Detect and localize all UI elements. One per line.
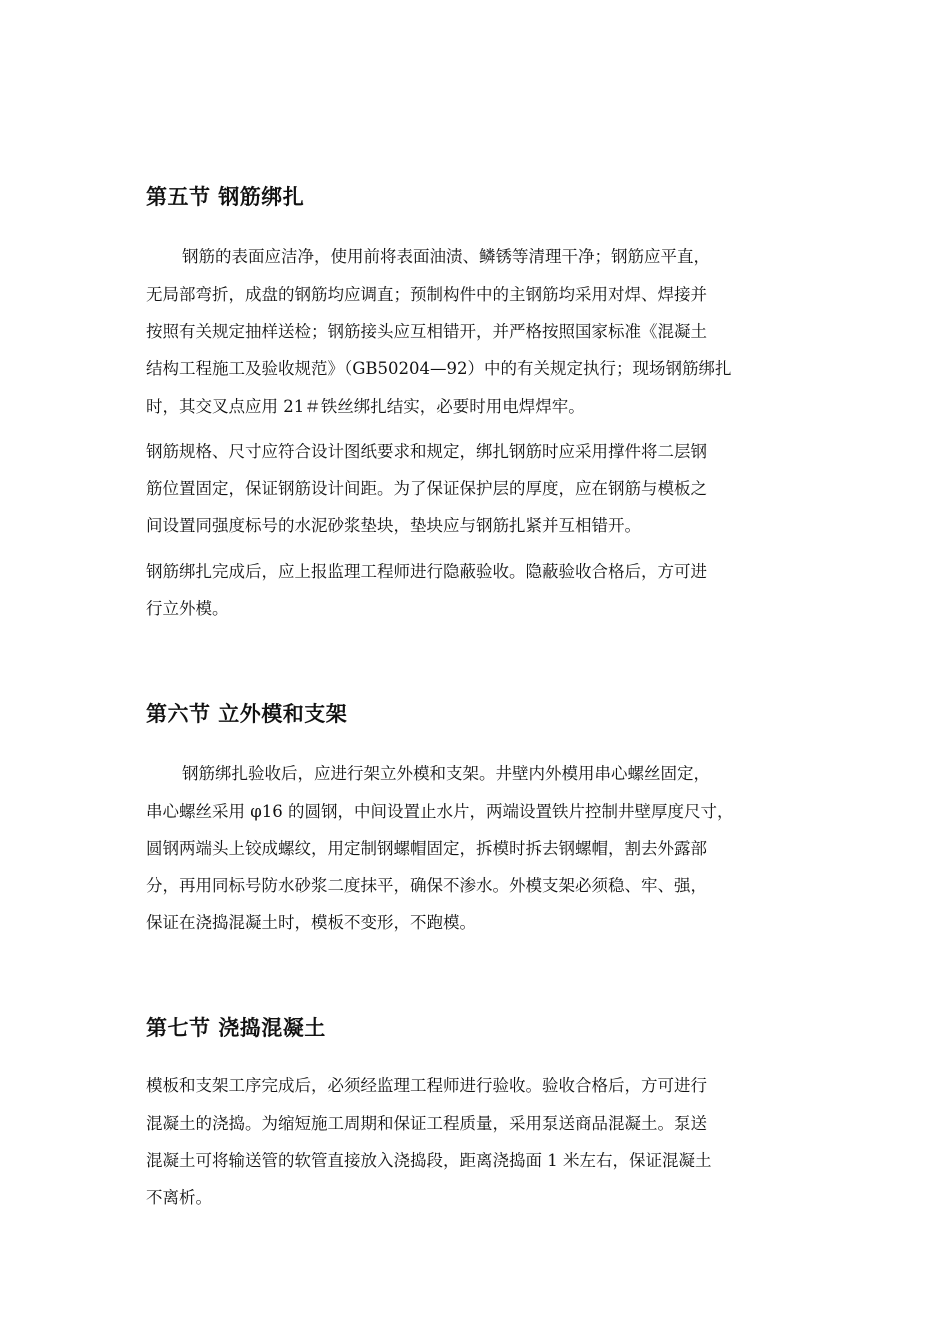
section-heading: 第六节 立外模和支架	[146, 702, 348, 726]
paragraph-line: 混凝土可将输送管的软管直接放入浇捣段，距离浇捣面 1 米左右，保证混凝土	[146, 1151, 712, 1170]
paragraph-line: 无局部弯折，成盘的钢筋均应调直；预制构件中的主钢筋均采用对焊、焊接并	[146, 285, 707, 304]
paragraph-line: 时，其交叉点应用 21＃铁丝绑扎结实，必要时用电焊焊牢。	[146, 397, 585, 416]
paragraph-line: 分，再用同标号防水砂浆二度抹平，确保不渗水。外模支架必须稳、牢、强，	[146, 876, 707, 895]
paragraph-line: 模板和支架工序完成后，必须经监理工程师进行验收。验收合格后，方可进行	[146, 1076, 707, 1095]
paragraph-line: 钢筋的表面应洁净，使用前将表面油渍、鳞锈等清理干净；钢筋应平直，	[182, 247, 710, 266]
paragraph-line: 串心螺丝采用 φ16 的圆钢，中间设置止水片，两端设置铁片控制井壁厚度尺寸，	[146, 802, 734, 821]
paragraph-line: 混凝土的浇捣。为缩短施工周期和保证工程质量，采用泵送商品混凝土。泵送	[146, 1114, 707, 1133]
section-heading: 第七节 浇捣混凝土	[146, 1016, 326, 1040]
paragraph-line: 结构工程施工及验收规范》（GB50204—92）中的有关规定执行；现场钢筋绑扎	[146, 359, 732, 378]
paragraph-line: 圆钢两端头上铰成螺纹，用定制钢螺帽固定，拆模时拆去钢螺帽，割去外露部	[146, 839, 707, 858]
paragraph-line: 行立外模。	[146, 599, 229, 618]
paragraph-line: 按照有关规定抽样送检；钢筋接头应互相错开，并严格按照国家标准《混凝土	[146, 322, 707, 341]
paragraph-line: 钢筋绑扎验收后，应进行架立外模和支架。井壁内外模用串心螺丝固定，	[182, 764, 710, 783]
paragraph-line: 间设置同强度标号的水泥砂浆垫块，垫块应与钢筋扎紧并互相错开。	[146, 516, 641, 535]
section-heading: 第五节 钢筋绑扎	[146, 185, 305, 209]
paragraph-line: 钢筋规格、尺寸应符合设计图纸要求和规定，绑扎钢筋时应采用撑件将二层钢	[146, 442, 707, 461]
paragraph-line: 筋位置固定，保证钢筋设计间距。为了保证保护层的厚度，应在钢筋与模板之	[146, 479, 707, 498]
paragraph-line: 保证在浇捣混凝土时，模板不变形，不跑模。	[146, 913, 476, 932]
paragraph-line: 不离析。	[146, 1188, 212, 1207]
paragraph-line: 钢筋绑扎完成后，应上报监理工程师进行隐蔽验收。隐蔽验收合格后，方可进	[146, 562, 707, 581]
